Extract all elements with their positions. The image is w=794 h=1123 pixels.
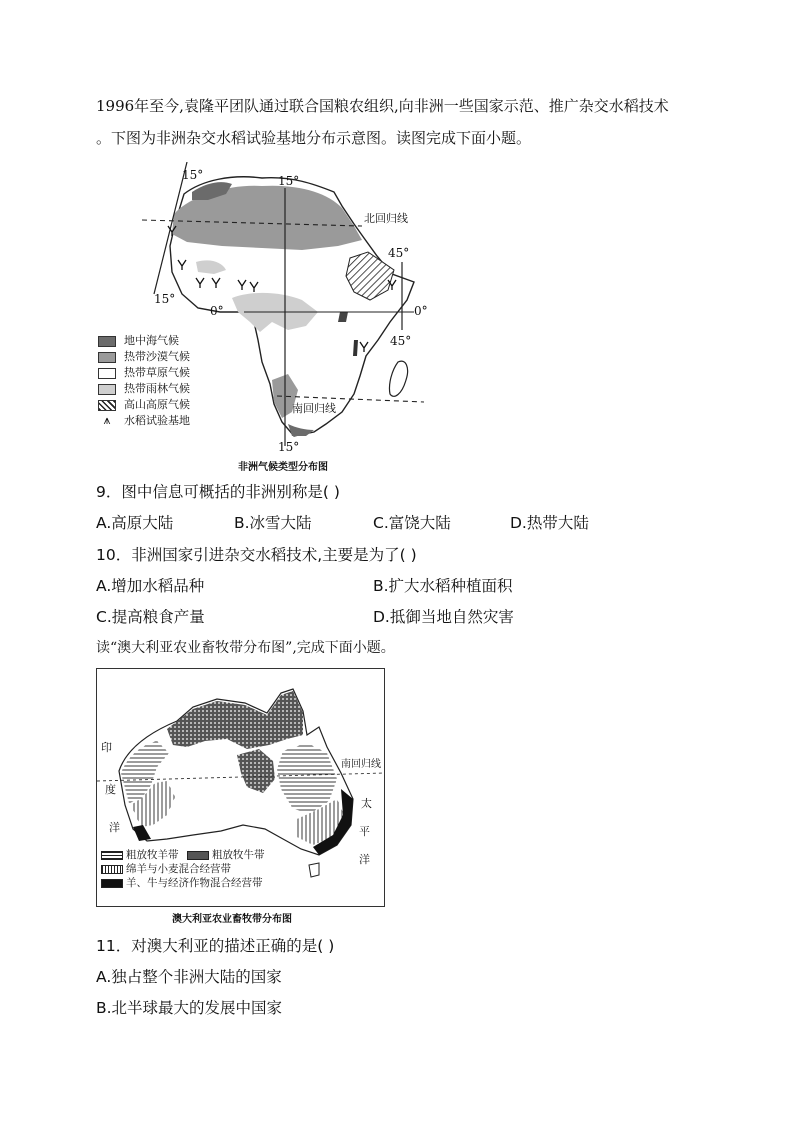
legend-mixed: 羊、牛与经济作物混合经营带: [101, 877, 263, 889]
intro-line-1: 1996年至今,袁隆平团队通过联合国粮农组织,向非洲一些国家示范、推广杂交水稻技术: [96, 97, 669, 115]
legend-highland: 高山高原气候: [98, 398, 190, 411]
australia-map: [96, 668, 385, 907]
label-equator-left: 0°: [210, 304, 224, 318]
legend-mediterranean: 地中海气候: [98, 334, 179, 347]
swatch-desert: [98, 352, 116, 363]
swatch-highland: [98, 400, 116, 411]
intro-2: 读“澳大利亚农业畜牧带分布图”,完成下面小题。: [96, 640, 395, 656]
africa-map-caption: 非洲气候类型分布图: [238, 462, 328, 473]
label-ping: 平: [359, 825, 370, 838]
label-yang-west: 洋: [109, 821, 120, 834]
q10-option-a: A.增加水稻品种: [96, 577, 205, 595]
label-equator-right: 0°: [414, 304, 428, 318]
swatch-rainforest: [98, 384, 116, 395]
label-du: 度: [105, 783, 116, 796]
q9-option-d: D.热带大陆: [510, 514, 589, 532]
madagascar: [389, 361, 407, 396]
legend-rainforest: 热带雨林气候: [98, 382, 190, 395]
q10-stem: 10．非洲国家引进杂交水稻技术,主要是为了( ): [96, 546, 417, 564]
label-tropic-au: 南回归线: [341, 759, 381, 770]
legend-wheat-sheep: 绵羊与小麦混合经营带: [101, 863, 231, 875]
swatch-cattle: [187, 851, 209, 860]
swatch-sheep: [101, 851, 123, 860]
legend-sheep: 粗放牧羊带: [101, 849, 179, 861]
cattle-zone-north: [167, 691, 303, 749]
label-15-left-bottom: 15°: [154, 292, 176, 306]
label-tai: 太: [361, 797, 372, 810]
swatch-mixed: [101, 879, 123, 888]
legend-cattle: 粗放牧牛带: [187, 849, 265, 861]
q11-stem: 11．对澳大利亚的描述正确的是( ): [96, 937, 335, 955]
q9-option-a: A.高原大陆: [96, 514, 174, 532]
intro-line-2: 。下图为非洲杂交水稻试验基地分布示意图。读图完成下面小题。: [96, 129, 532, 147]
rice-icon: ⩚: [103, 413, 111, 427]
africa-climate-map: [92, 162, 442, 472]
label-yin: 印: [101, 741, 112, 754]
label-tropic-capricorn: 南回归线: [292, 402, 336, 415]
q10-option-c: C.提高粮食产量: [96, 608, 205, 626]
legend-desert: 热带沙漠气候: [98, 350, 190, 363]
q10-option-d: D.抵御当地自然灾害: [373, 608, 514, 626]
label-45-top: 45°: [388, 246, 410, 260]
label-45-bottom: 45°: [390, 334, 412, 348]
q10-option-b: B.扩大水稻种植面积: [373, 577, 513, 595]
q9-stem: 9．图中信息可概括的非洲别称是( ): [96, 483, 340, 501]
q9-option-b: B.冰雪大陆: [234, 514, 312, 532]
q11-option-a: A.独占整个非洲大陆的国家: [96, 968, 282, 986]
label-15-bottom: 15°: [278, 440, 300, 454]
label-yang-east: 洋: [359, 853, 370, 866]
legend-rice: ⩚ 水稻试验基地: [98, 414, 190, 427]
q9-option-c: C.富饶大陆: [373, 514, 451, 532]
legend-savanna: 热带草原气候: [98, 366, 190, 379]
swatch-wheat-sheep: [101, 865, 123, 874]
label-tropic-cancer: 北回归线: [364, 212, 408, 225]
q11-option-b: B.北半球最大的发展中国家: [96, 999, 283, 1017]
tasmania: [309, 863, 319, 877]
label-15-top: 15°: [278, 174, 300, 188]
swatch-mediterranean: [98, 336, 116, 347]
swatch-savanna: [98, 368, 116, 379]
australia-map-caption: 澳大利亚农业畜牧带分布图: [172, 914, 292, 925]
label-15-left-top: 15°: [182, 168, 204, 182]
